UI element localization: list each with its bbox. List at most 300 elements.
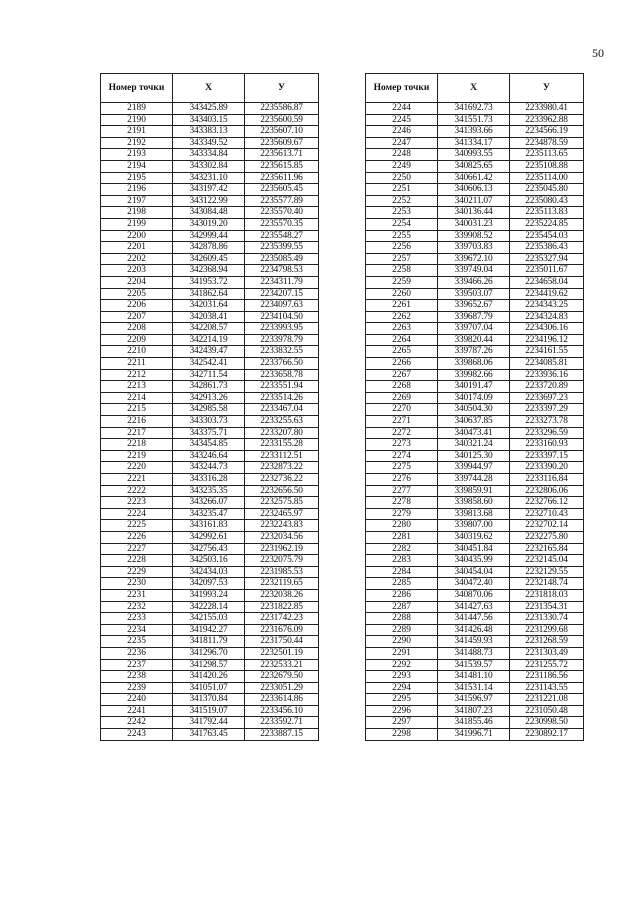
point-number-cell: 2270 bbox=[366, 404, 438, 416]
table-row bbox=[101, 242, 319, 254]
table-row bbox=[366, 265, 584, 277]
table-row bbox=[366, 508, 584, 520]
y-coordinate-cell: 2233980.41 bbox=[510, 103, 584, 115]
table-row bbox=[366, 531, 584, 543]
table-row bbox=[101, 520, 319, 532]
point-number-cell: 2242 bbox=[101, 717, 173, 729]
x-coordinate-cell: 339807.00 bbox=[438, 520, 510, 532]
x-coordinate-cell: 343266.07 bbox=[173, 497, 245, 509]
table-row bbox=[366, 416, 584, 428]
point-number-cell: 2203 bbox=[101, 265, 173, 277]
table-row bbox=[101, 508, 319, 520]
y-coordinate-cell: 2235613.71 bbox=[245, 149, 319, 161]
table-row bbox=[101, 311, 319, 323]
point-number-cell: 2268 bbox=[366, 381, 438, 393]
y-coordinate-cell: 2230998.50 bbox=[510, 717, 584, 729]
x-coordinate-cell: 340870.06 bbox=[438, 589, 510, 601]
point-number-cell: 2297 bbox=[366, 717, 438, 729]
y-coordinate-cell: 2232575.85 bbox=[245, 497, 319, 509]
y-coordinate-cell: 2233658.78 bbox=[245, 369, 319, 381]
table-row bbox=[101, 462, 319, 474]
point-number-cell: 2215 bbox=[101, 404, 173, 416]
y-coordinate-cell: 2232501.19 bbox=[245, 647, 319, 659]
x-coordinate-cell: 341807.23 bbox=[438, 705, 510, 717]
table-row bbox=[101, 694, 319, 706]
x-coordinate-cell: 341531.14 bbox=[438, 682, 510, 694]
y-coordinate-cell: 2234343.25 bbox=[510, 300, 584, 312]
point-number-cell: 2207 bbox=[101, 311, 173, 323]
table-row bbox=[366, 276, 584, 288]
x-coordinate-cell: 342609.45 bbox=[173, 253, 245, 265]
point-number-cell: 2229 bbox=[101, 566, 173, 578]
y-coordinate-cell: 2231818.03 bbox=[510, 589, 584, 601]
point-number-cell: 2223 bbox=[101, 497, 173, 509]
x-coordinate-cell: 342214.19 bbox=[173, 334, 245, 346]
y-coordinate-cell: 2235577.89 bbox=[245, 195, 319, 207]
point-number-cell: 2253 bbox=[366, 207, 438, 219]
x-coordinate-cell: 343235.35 bbox=[173, 485, 245, 497]
y-coordinate-cell: 2232075.79 bbox=[245, 555, 319, 567]
y-coordinate-cell: 2230892.17 bbox=[510, 729, 584, 741]
table-row bbox=[101, 450, 319, 462]
point-number-cell: 2218 bbox=[101, 439, 173, 451]
point-number-cell: 2265 bbox=[366, 346, 438, 358]
table-row bbox=[366, 578, 584, 590]
point-number-cell: 2277 bbox=[366, 485, 438, 497]
x-coordinate-cell: 343122.99 bbox=[173, 195, 245, 207]
y-coordinate-cell: 2233255.63 bbox=[245, 416, 319, 428]
table-row bbox=[101, 276, 319, 288]
x-coordinate-cell: 339982.66 bbox=[438, 369, 510, 381]
table-row bbox=[101, 531, 319, 543]
y-coordinate-cell: 2233978.79 bbox=[245, 334, 319, 346]
x-coordinate-cell: 342756.43 bbox=[173, 543, 245, 555]
y-coordinate-cell: 2234566.19 bbox=[510, 126, 584, 138]
y-coordinate-cell: 2231268.59 bbox=[510, 636, 584, 648]
table-row bbox=[366, 613, 584, 625]
x-coordinate-cell: 343235.47 bbox=[173, 508, 245, 520]
table-row bbox=[366, 694, 584, 706]
table-row bbox=[366, 659, 584, 671]
coordinates-table-right bbox=[365, 73, 584, 741]
point-number-cell: 2234 bbox=[101, 624, 173, 636]
table-row bbox=[366, 149, 584, 161]
table-row bbox=[366, 172, 584, 184]
table-row bbox=[101, 288, 319, 300]
x-coordinate-cell: 341551.73 bbox=[438, 114, 510, 126]
y-coordinate-cell: 2232679.50 bbox=[245, 671, 319, 683]
table-row bbox=[101, 705, 319, 717]
point-number-cell: 2298 bbox=[366, 729, 438, 741]
table-row bbox=[101, 207, 319, 219]
x-coordinate-cell: 343244.73 bbox=[173, 462, 245, 474]
header-x: X bbox=[173, 74, 245, 103]
y-coordinate-cell: 2231330.74 bbox=[510, 613, 584, 625]
table-row bbox=[366, 520, 584, 532]
x-coordinate-cell: 343084.48 bbox=[173, 207, 245, 219]
point-number-cell: 2275 bbox=[366, 462, 438, 474]
y-coordinate-cell: 2235011.67 bbox=[510, 265, 584, 277]
point-number-cell: 2208 bbox=[101, 323, 173, 335]
point-number-cell: 2292 bbox=[366, 659, 438, 671]
y-coordinate-cell: 2231050.48 bbox=[510, 705, 584, 717]
y-coordinate-cell: 2233467.04 bbox=[245, 404, 319, 416]
y-coordinate-cell: 2233766.50 bbox=[245, 358, 319, 370]
point-number-cell: 2284 bbox=[366, 566, 438, 578]
x-coordinate-cell: 341488.73 bbox=[438, 647, 510, 659]
x-coordinate-cell: 339744.28 bbox=[438, 474, 510, 486]
table-row bbox=[366, 601, 584, 613]
header-point-number: Номер точки bbox=[366, 74, 438, 103]
table-row bbox=[101, 149, 319, 161]
table-row bbox=[101, 636, 319, 648]
x-coordinate-cell: 341953.72 bbox=[173, 276, 245, 288]
point-number-cell: 2194 bbox=[101, 160, 173, 172]
table-body-left bbox=[101, 103, 319, 741]
x-coordinate-cell: 343161.83 bbox=[173, 520, 245, 532]
x-coordinate-cell: 340473.41 bbox=[438, 427, 510, 439]
y-coordinate-cell: 2232766.12 bbox=[510, 497, 584, 509]
x-coordinate-cell: 342228.14 bbox=[173, 601, 245, 613]
x-coordinate-cell: 343231.10 bbox=[173, 172, 245, 184]
table-row bbox=[101, 543, 319, 555]
x-coordinate-cell: 340661.42 bbox=[438, 172, 510, 184]
x-coordinate-cell: 339703.83 bbox=[438, 242, 510, 254]
point-number-cell: 2220 bbox=[101, 462, 173, 474]
point-number-cell: 2189 bbox=[101, 103, 173, 115]
point-number-cell: 2191 bbox=[101, 126, 173, 138]
table-row bbox=[101, 601, 319, 613]
x-coordinate-cell: 343375.71 bbox=[173, 427, 245, 439]
x-coordinate-cell: 341996.71 bbox=[438, 729, 510, 741]
y-coordinate-cell: 2232119.65 bbox=[245, 578, 319, 590]
y-coordinate-cell: 2234306.16 bbox=[510, 323, 584, 335]
x-coordinate-cell: 339652.67 bbox=[438, 300, 510, 312]
x-coordinate-cell: 339858.60 bbox=[438, 497, 510, 509]
point-number-cell: 2213 bbox=[101, 381, 173, 393]
x-coordinate-cell: 343425.89 bbox=[173, 103, 245, 115]
point-number-cell: 2254 bbox=[366, 218, 438, 230]
point-number-cell: 2273 bbox=[366, 439, 438, 451]
x-coordinate-cell: 342985.58 bbox=[173, 404, 245, 416]
point-number-cell: 2197 bbox=[101, 195, 173, 207]
table-row bbox=[101, 474, 319, 486]
x-coordinate-cell: 342542.41 bbox=[173, 358, 245, 370]
y-coordinate-cell: 2233051.29 bbox=[245, 682, 319, 694]
table-row bbox=[366, 439, 584, 451]
table-row bbox=[366, 358, 584, 370]
table-row bbox=[101, 230, 319, 242]
y-coordinate-cell: 2234161.55 bbox=[510, 346, 584, 358]
table-row bbox=[366, 381, 584, 393]
table-row bbox=[366, 218, 584, 230]
table-row bbox=[366, 230, 584, 242]
table-row bbox=[101, 126, 319, 138]
table-row bbox=[366, 346, 584, 358]
point-number-cell: 2244 bbox=[366, 103, 438, 115]
x-coordinate-cell: 341393.66 bbox=[438, 126, 510, 138]
table-row bbox=[366, 137, 584, 149]
table-row bbox=[101, 195, 319, 207]
table-row bbox=[366, 207, 584, 219]
y-coordinate-cell: 2234324.83 bbox=[510, 311, 584, 323]
point-number-cell: 2291 bbox=[366, 647, 438, 659]
x-coordinate-cell: 340136.44 bbox=[438, 207, 510, 219]
table-row bbox=[366, 555, 584, 567]
point-number-cell: 2276 bbox=[366, 474, 438, 486]
table-row bbox=[101, 485, 319, 497]
y-coordinate-cell: 2233116.84 bbox=[510, 474, 584, 486]
header-y: У bbox=[245, 74, 319, 103]
header-y: У bbox=[510, 74, 584, 103]
point-number-cell: 2210 bbox=[101, 346, 173, 358]
y-coordinate-cell: 2235045.80 bbox=[510, 184, 584, 196]
point-number-cell: 2232 bbox=[101, 601, 173, 613]
x-coordinate-cell: 339859.91 bbox=[438, 485, 510, 497]
table-row bbox=[366, 334, 584, 346]
point-number-cell: 2195 bbox=[101, 172, 173, 184]
point-number-cell: 2267 bbox=[366, 369, 438, 381]
x-coordinate-cell: 341447.56 bbox=[438, 613, 510, 625]
table-row bbox=[366, 323, 584, 335]
point-number-cell: 2212 bbox=[101, 369, 173, 381]
point-number-cell: 2288 bbox=[366, 613, 438, 625]
y-coordinate-cell: 2231299.68 bbox=[510, 624, 584, 636]
point-number-cell: 2247 bbox=[366, 137, 438, 149]
y-coordinate-cell: 2234097.63 bbox=[245, 300, 319, 312]
x-coordinate-cell: 341811.79 bbox=[173, 636, 245, 648]
point-number-cell: 2231 bbox=[101, 589, 173, 601]
table-row bbox=[101, 103, 319, 115]
table-row bbox=[101, 137, 319, 149]
table-row bbox=[101, 439, 319, 451]
x-coordinate-cell: 342368.94 bbox=[173, 265, 245, 277]
x-coordinate-cell: 343246.64 bbox=[173, 450, 245, 462]
point-number-cell: 2285 bbox=[366, 578, 438, 590]
y-coordinate-cell: 2232710.43 bbox=[510, 508, 584, 520]
point-number-cell: 2248 bbox=[366, 149, 438, 161]
y-coordinate-cell: 2231742.23 bbox=[245, 613, 319, 625]
y-coordinate-cell: 2235615.85 bbox=[245, 160, 319, 172]
x-coordinate-cell: 343019.20 bbox=[173, 218, 245, 230]
table-row bbox=[366, 404, 584, 416]
y-coordinate-cell: 2233390.20 bbox=[510, 462, 584, 474]
x-coordinate-cell: 341051.07 bbox=[173, 682, 245, 694]
table-row bbox=[101, 300, 319, 312]
y-coordinate-cell: 2233936.16 bbox=[510, 369, 584, 381]
table-row bbox=[101, 624, 319, 636]
point-number-cell: 2279 bbox=[366, 508, 438, 520]
point-number-cell: 2237 bbox=[101, 659, 173, 671]
y-coordinate-cell: 2235386.43 bbox=[510, 242, 584, 254]
coordinates-table-left bbox=[100, 73, 319, 741]
point-number-cell: 2192 bbox=[101, 137, 173, 149]
x-coordinate-cell: 341334.17 bbox=[438, 137, 510, 149]
point-number-cell: 2250 bbox=[366, 172, 438, 184]
point-number-cell: 2239 bbox=[101, 682, 173, 694]
table-row bbox=[366, 682, 584, 694]
point-number-cell: 2214 bbox=[101, 392, 173, 404]
point-number-cell: 2190 bbox=[101, 114, 173, 126]
table-row bbox=[366, 114, 584, 126]
table-row bbox=[366, 288, 584, 300]
x-coordinate-cell: 342992.61 bbox=[173, 531, 245, 543]
point-number-cell: 2227 bbox=[101, 543, 173, 555]
y-coordinate-cell: 2233592.71 bbox=[245, 717, 319, 729]
point-number-cell: 2240 bbox=[101, 694, 173, 706]
point-number-cell: 2209 bbox=[101, 334, 173, 346]
y-coordinate-cell: 2234798.53 bbox=[245, 265, 319, 277]
table-row bbox=[366, 427, 584, 439]
point-number-cell: 2249 bbox=[366, 160, 438, 172]
table-row bbox=[366, 392, 584, 404]
y-coordinate-cell: 2232275.80 bbox=[510, 531, 584, 543]
y-coordinate-cell: 2233720.89 bbox=[510, 381, 584, 393]
y-coordinate-cell: 2235605.45 bbox=[245, 184, 319, 196]
x-coordinate-cell: 343349.52 bbox=[173, 137, 245, 149]
point-number-cell: 2205 bbox=[101, 288, 173, 300]
point-number-cell: 2211 bbox=[101, 358, 173, 370]
x-coordinate-cell: 340435.99 bbox=[438, 555, 510, 567]
x-coordinate-cell: 340454.04 bbox=[438, 566, 510, 578]
y-coordinate-cell: 2234311.79 bbox=[245, 276, 319, 288]
point-number-cell: 2274 bbox=[366, 450, 438, 462]
x-coordinate-cell: 341370.84 bbox=[173, 694, 245, 706]
x-coordinate-cell: 341596.97 bbox=[438, 694, 510, 706]
point-number-cell: 2200 bbox=[101, 230, 173, 242]
y-coordinate-cell: 2235108.88 bbox=[510, 160, 584, 172]
y-coordinate-cell: 2235085.49 bbox=[245, 253, 319, 265]
point-number-cell: 2287 bbox=[366, 601, 438, 613]
table-row bbox=[101, 392, 319, 404]
point-number-cell: 2204 bbox=[101, 276, 173, 288]
x-coordinate-cell: 339820.44 bbox=[438, 334, 510, 346]
y-coordinate-cell: 2235114.00 bbox=[510, 172, 584, 184]
x-coordinate-cell: 339908.52 bbox=[438, 230, 510, 242]
table-row bbox=[101, 497, 319, 509]
x-coordinate-cell: 342913.26 bbox=[173, 392, 245, 404]
table-row bbox=[366, 543, 584, 555]
y-coordinate-cell: 2231221.08 bbox=[510, 694, 584, 706]
x-coordinate-cell: 339466.26 bbox=[438, 276, 510, 288]
table-row bbox=[101, 671, 319, 683]
y-coordinate-cell: 2231143.55 bbox=[510, 682, 584, 694]
point-number-cell: 2257 bbox=[366, 253, 438, 265]
x-coordinate-cell: 342711.54 bbox=[173, 369, 245, 381]
table-row bbox=[366, 184, 584, 196]
page-number: 50 bbox=[592, 46, 604, 60]
point-number-cell: 2222 bbox=[101, 485, 173, 497]
x-coordinate-cell: 342861.73 bbox=[173, 381, 245, 393]
y-coordinate-cell: 2235611.96 bbox=[245, 172, 319, 184]
point-number-cell: 2278 bbox=[366, 497, 438, 509]
point-number-cell: 2289 bbox=[366, 624, 438, 636]
table-row bbox=[101, 253, 319, 265]
x-coordinate-cell: 340174.09 bbox=[438, 392, 510, 404]
point-number-cell: 2263 bbox=[366, 323, 438, 335]
point-number-cell: 2198 bbox=[101, 207, 173, 219]
x-coordinate-cell: 342097.53 bbox=[173, 578, 245, 590]
y-coordinate-cell: 2231186.56 bbox=[510, 671, 584, 683]
x-coordinate-cell: 343334.84 bbox=[173, 149, 245, 161]
x-coordinate-cell: 341692.73 bbox=[438, 103, 510, 115]
point-number-cell: 2286 bbox=[366, 589, 438, 601]
point-number-cell: 2266 bbox=[366, 358, 438, 370]
point-number-cell: 2296 bbox=[366, 705, 438, 717]
y-coordinate-cell: 2233273.78 bbox=[510, 416, 584, 428]
point-number-cell: 2217 bbox=[101, 427, 173, 439]
point-number-cell: 2290 bbox=[366, 636, 438, 648]
table-body-right bbox=[366, 103, 584, 741]
table-row bbox=[366, 103, 584, 115]
x-coordinate-cell: 341993.24 bbox=[173, 589, 245, 601]
y-coordinate-cell: 2234419.62 bbox=[510, 288, 584, 300]
x-coordinate-cell: 341420.26 bbox=[173, 671, 245, 683]
y-coordinate-cell: 2232656.50 bbox=[245, 485, 319, 497]
y-coordinate-cell: 2233514.26 bbox=[245, 392, 319, 404]
point-number-cell: 2233 bbox=[101, 613, 173, 625]
table-row bbox=[366, 126, 584, 138]
table-row bbox=[101, 566, 319, 578]
table-row bbox=[101, 334, 319, 346]
table-row bbox=[101, 369, 319, 381]
y-coordinate-cell: 2235570.35 bbox=[245, 218, 319, 230]
y-coordinate-cell: 2232148.74 bbox=[510, 578, 584, 590]
y-coordinate-cell: 2234196.12 bbox=[510, 334, 584, 346]
point-number-cell: 2226 bbox=[101, 531, 173, 543]
y-coordinate-cell: 2233962.88 bbox=[510, 114, 584, 126]
point-number-cell: 2238 bbox=[101, 671, 173, 683]
table-row bbox=[101, 659, 319, 671]
x-coordinate-cell: 339687.79 bbox=[438, 311, 510, 323]
point-number-cell: 2241 bbox=[101, 705, 173, 717]
table-row bbox=[101, 647, 319, 659]
x-coordinate-cell: 340993.55 bbox=[438, 149, 510, 161]
point-number-cell: 2202 bbox=[101, 253, 173, 265]
point-number-cell: 2262 bbox=[366, 311, 438, 323]
y-coordinate-cell: 2231255.72 bbox=[510, 659, 584, 671]
point-number-cell: 2283 bbox=[366, 555, 438, 567]
point-number-cell: 2271 bbox=[366, 416, 438, 428]
x-coordinate-cell: 339749.04 bbox=[438, 265, 510, 277]
table-row bbox=[101, 717, 319, 729]
x-coordinate-cell: 341459.93 bbox=[438, 636, 510, 648]
y-coordinate-cell: 2233160.93 bbox=[510, 439, 584, 451]
x-coordinate-cell: 343403.15 bbox=[173, 114, 245, 126]
table-row bbox=[366, 566, 584, 578]
y-coordinate-cell: 2235609.67 bbox=[245, 137, 319, 149]
y-coordinate-cell: 2233397.29 bbox=[510, 404, 584, 416]
x-coordinate-cell: 342439.47 bbox=[173, 346, 245, 358]
y-coordinate-cell: 2235586.87 bbox=[245, 103, 319, 115]
y-coordinate-cell: 2232873.22 bbox=[245, 462, 319, 474]
y-coordinate-cell: 2232145.04 bbox=[510, 555, 584, 567]
x-coordinate-cell: 340191.47 bbox=[438, 381, 510, 393]
y-coordinate-cell: 2233155.28 bbox=[245, 439, 319, 451]
table-row bbox=[101, 172, 319, 184]
table-row bbox=[101, 613, 319, 625]
point-number-cell: 2281 bbox=[366, 531, 438, 543]
y-coordinate-cell: 2233296.59 bbox=[510, 427, 584, 439]
y-coordinate-cell: 2234207.15 bbox=[245, 288, 319, 300]
x-coordinate-cell: 343303.73 bbox=[173, 416, 245, 428]
y-coordinate-cell: 2233112.51 bbox=[245, 450, 319, 462]
table-row bbox=[101, 358, 319, 370]
table-row bbox=[366, 160, 584, 172]
x-coordinate-cell: 343383.13 bbox=[173, 126, 245, 138]
x-coordinate-cell: 340606.13 bbox=[438, 184, 510, 196]
y-coordinate-cell: 2235607.10 bbox=[245, 126, 319, 138]
